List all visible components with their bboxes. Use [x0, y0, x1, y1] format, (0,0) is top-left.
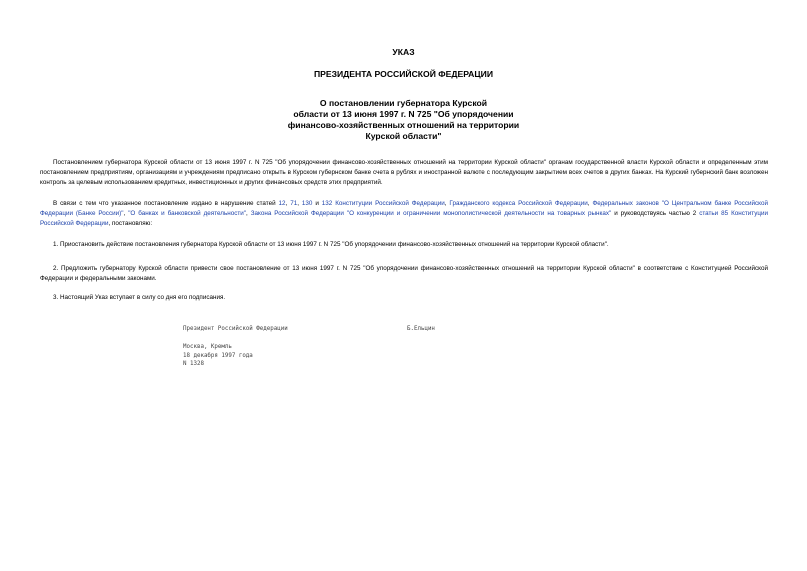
paragraph-text: , — [587, 200, 593, 207]
paragraph-text: В связи с тем что указанное постановление издано в нарушение статей — [53, 200, 279, 207]
link-civil-code[interactable]: Гражданского кодекса Российской Федерации — [449, 200, 588, 207]
link-article-71[interactable]: 71 — [290, 200, 298, 207]
paragraph-text: и руководствуясь частью 2 — [611, 210, 700, 218]
link-constitution-article-85[interactable]: статьи 85 Конституции Российской Федерации — [40, 210, 769, 228]
document-title — [0, 98, 807, 142]
link-competition-law[interactable]: Закона Российской Федерации "О конкуренции и ограничении монополистической деятельности на товарных рынках" — [250, 210, 612, 218]
paragraph-text: , — [123, 210, 129, 218]
paragraph-text: , постановляю: — [108, 220, 153, 228]
signatory-name: Б.Ельцин — [407, 326, 435, 332]
title-line: О постановлении губернатора Курской — [319, 98, 488, 108]
document-number: N 1328 — [183, 361, 204, 367]
clause-1: 1. Приостановить действие постановления губернатора Курской области от 13 июня 1997 г. N 725 "Об упорядочении финансово-хозяйственных отношений на территории Курской области". — [53, 241, 609, 248]
title-line: Курской области" — [365, 131, 442, 141]
signing-date: 18 декабря 1997 года — [183, 352, 253, 359]
clause-3: 3. Настоящий Указ вступает в силу со дня его подписания. — [53, 294, 226, 301]
grounds-paragraph — [40, 199, 768, 230]
title-line: области от 13 июня 1997 г. N 725 "Об упорядочении — [293, 109, 514, 119]
link-constitution-article-132[interactable]: 132 Конституции Российской Федерации — [321, 200, 445, 207]
preamble-paragraph: Постановлением губернатора Курской области от 13 июня 1997 г. N 725 "Об упорядочении финансово-хозяйственных отношений на территории Курской области" органам государственной власти Курской области и определенным этим постановлением предприятиям, организациям и учреждениям предписано открыть в Курском губернском банке счета в рублях и иностранной валюте с последующим закрытием всех счетов в других банках. На Курский губернский банк возложен контроль за целевым использованием кредитных, инвестиционных и других финансовых средств этих предприятий. — [40, 159, 768, 187]
paragraph-text: , — [297, 200, 302, 207]
signatory-position: Президент Российской Федерации — [183, 326, 288, 332]
signing-place: Москва, Кремль — [183, 344, 232, 350]
paragraph-text: и — [312, 200, 322, 207]
link-central-bank-law[interactable]: Федеральных законов "О Центральном банке Российской Федерации (Банке России)" — [40, 200, 768, 218]
document-type-heading: УКАЗ — [392, 47, 415, 57]
link-banks-law[interactable]: "О банках и банковской деятельности" — [128, 210, 247, 218]
clause-2: 2. Предложить губернатору Курской области привести свое постановление от 13 июня 1997 г. N 725 "Об упорядочении финансово-хозяйственных отношений на территории Курской области" в соответствие с Конституцией Российской Федерации и федеральными законами. — [40, 265, 768, 283]
issuer-heading: ПРЕЗИДЕНТА РОССИЙСКОЙ ФЕДЕРАЦИИ — [313, 69, 494, 79]
paragraph-text: , — [285, 200, 291, 207]
link-article-12[interactable]: 12 — [278, 200, 286, 207]
paragraph-text: , — [444, 200, 450, 207]
paragraph-text: , — [246, 210, 251, 218]
title-line: финансово-хозяйственных отношений на территории — [287, 120, 520, 130]
link-article-130[interactable]: 130 — [301, 200, 313, 207]
